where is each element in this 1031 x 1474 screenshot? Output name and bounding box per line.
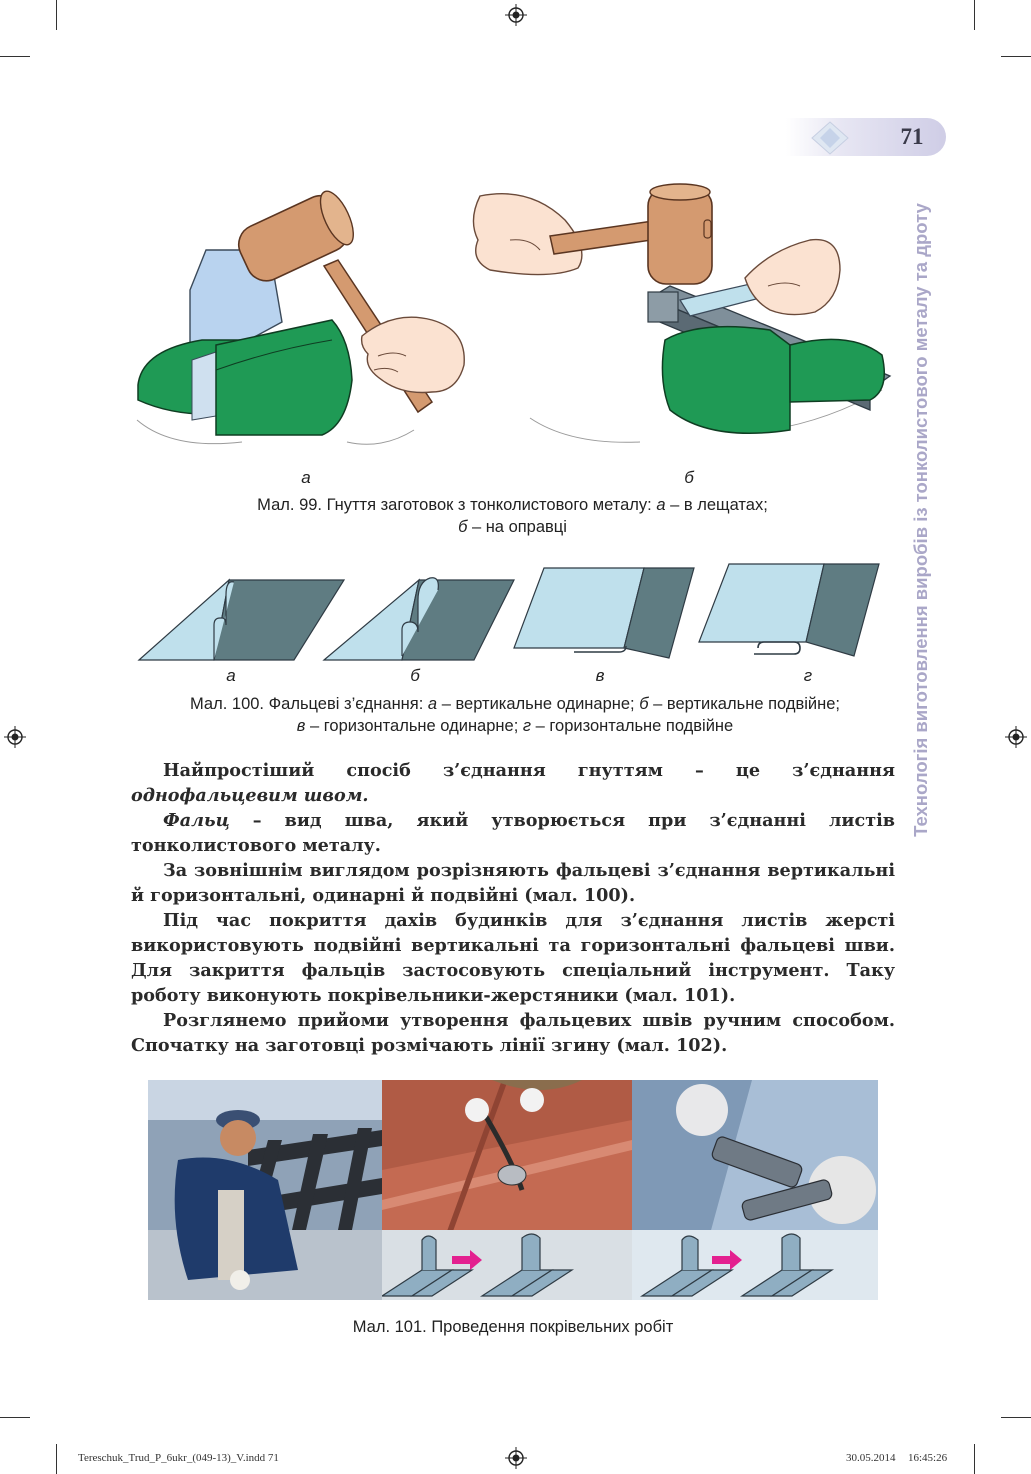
crop-mark (0, 56, 30, 57)
fig100-label-g: г (803, 666, 813, 685)
fig100-caption (120, 693, 910, 737)
roofer-worker-photo (148, 1080, 382, 1300)
fig100-label-b: б (410, 666, 420, 685)
body-text (131, 758, 895, 1058)
footer-file-name: Tereschuk_Trud_P_6ukr_(049-13)_V.indd 71 (78, 1452, 279, 1464)
paragraph-1-text: Найпростіший спосіб з’єднання гнуттям – це з’єднання (163, 760, 895, 781)
fig100-caption-b-text: – вертикальне подвійне; (653, 695, 840, 713)
arrow-right-icon (712, 1250, 742, 1270)
crop-mark (1001, 56, 1031, 57)
fig99-caption-a: а (656, 496, 666, 514)
registration-mark-icon (4, 726, 26, 748)
decorative-diamond-icon (790, 118, 870, 158)
fig99-label-a: а (301, 468, 311, 487)
chapter-side-title: Технологія виготовлення виробів із тонколистового металу та дроту (910, 203, 931, 837)
fig99-caption (150, 494, 875, 538)
fig99-vise-illustration (132, 180, 492, 470)
crop-mark (56, 1444, 57, 1474)
registration-mark-icon (505, 4, 527, 26)
crop-mark (0, 1417, 30, 1418)
fig99-caption-prefix: Мал. 99. Гнуття заготовок з тонколистового металу: (257, 496, 652, 514)
fig100-label-a: а (226, 666, 236, 685)
registration-mark-icon (1005, 726, 1027, 748)
fig100-seam-joints-illustration (134, 560, 884, 665)
seam-steps-diagram (382, 1230, 878, 1300)
fig100-caption-v-text: – горизонтальне одинарне; (309, 717, 519, 735)
fig100-caption-g-text: – горизонтальне подвійне (535, 717, 734, 735)
crop-mark (1001, 1417, 1031, 1418)
paragraph-4: Під час покриття дахів будинків для з’єднання листів жерсті використовують подвійні вертикальні та горизонтальні фальцеві шви. Для закриття фальців застосовують спеціальний інструмент. Таку роботу виконують покрівельники-жерстяники (мал. 101). (131, 910, 895, 1006)
fig100-caption-a-text: – вертикальне одинарне; (441, 695, 635, 713)
paragraph-2-text: – вид шва, який утворюється при з’єднанні листів тонколистового металу. (131, 810, 895, 856)
fig100-caption-prefix: Мал. 100. Фальцеві з’єднання: (190, 695, 424, 713)
crop-mark (56, 0, 57, 30)
paragraph-3: За зовнішнім виглядом розрізняють фальцеві з’єднання вертикальні й горизонтальні, одинарні й подвійні (мал. 100). (131, 860, 895, 906)
fig100-label-v: в (595, 666, 605, 685)
registration-mark-icon (505, 1447, 527, 1469)
crop-mark (974, 1444, 975, 1474)
crop-mark (974, 0, 975, 30)
fig99-mandrel-illustration (470, 180, 900, 470)
fig100-caption-g: г (522, 717, 532, 735)
paragraph-2 (131, 808, 895, 858)
fig100-caption-b: б (639, 695, 649, 713)
fig101-caption: Мал. 101. Проведення покрівельних робіт (352, 1318, 674, 1336)
page-number: 71 (900, 124, 924, 149)
fig101-photo-strip (148, 1080, 878, 1300)
fig100-caption-v: в (296, 717, 306, 735)
arrow-right-icon (452, 1250, 482, 1270)
footer-date: 30.05.2014 (846, 1452, 896, 1464)
fig99-caption-b: б (458, 518, 468, 536)
paragraph-1 (131, 758, 895, 808)
fig100-caption-a: а (427, 695, 438, 713)
paragraph-1-term: однофальцевим швом. (131, 785, 369, 806)
fig99-caption-a-text: – в лещатах; (670, 496, 768, 514)
paragraph-5: Розглянемо прийоми утворення фальцевих швів ручним способом. Спочатку на заготовці розмічають лінії згину (мал. 102). (131, 1010, 895, 1056)
fig99-label-b: б (684, 468, 694, 487)
fig99-caption-b-text: – на оправці (471, 518, 567, 536)
footer-time: 16:45:26 (908, 1452, 948, 1464)
paragraph-2-term: Фальц (163, 810, 230, 831)
